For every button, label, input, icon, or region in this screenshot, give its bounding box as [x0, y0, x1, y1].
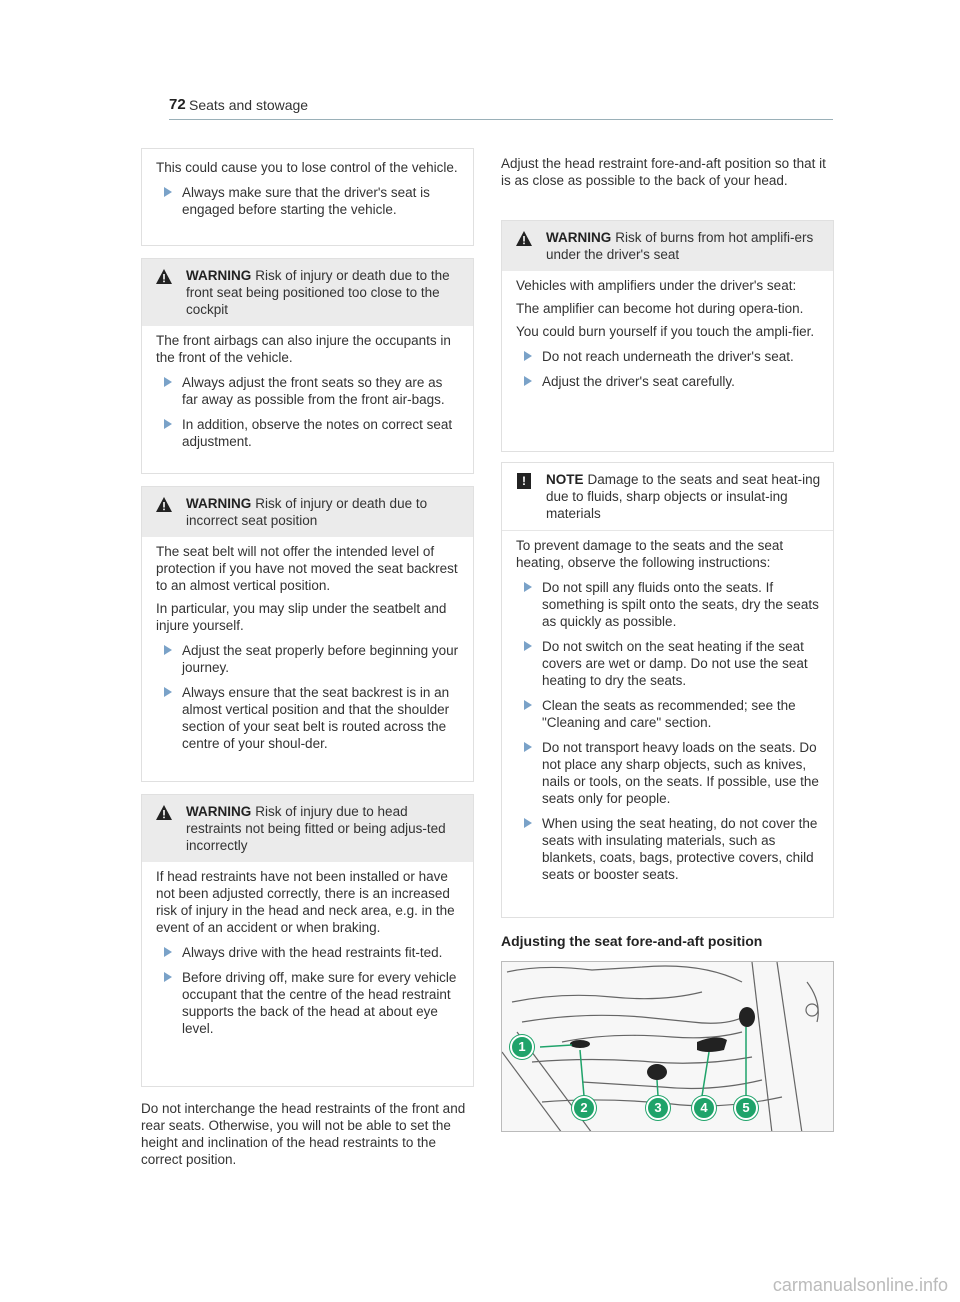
- box-paragraph: The front airbags can also injure the occupants in the front of the vehicle.: [156, 333, 451, 365]
- step-item: In addition, observe the notes on correct seat adjustment.: [156, 416, 461, 450]
- arrow-icon: [164, 377, 172, 387]
- box-paragraph: To prevent damage to the seats and the seat heating, observe the following instructions:: [516, 538, 784, 570]
- warning-box-head-restraints: [141, 794, 474, 1087]
- warning-title: Risk of injury or death due to incorrect seat position: [186, 496, 428, 528]
- box-paragraph: This could cause you to lose control of the vehicle.: [156, 160, 458, 175]
- arrow-icon: [524, 351, 532, 361]
- warning-triangle-icon: [516, 231, 532, 246]
- warning-label: WARNING: [186, 804, 252, 819]
- box-paragraph: The amplifier can become hot during opera-tion.: [516, 301, 804, 316]
- box-paragraph: If head restraints have not been installed or have not been adjusted correctly, there is an increased risk of injury in the head and neck area, e.g. in the event of an accident or when braking.: [156, 869, 455, 935]
- page-header: [169, 96, 833, 120]
- intro-paragraph: Adjust the head restraint fore-and-aft position so that it is as close as possible to the back of your head.: [501, 156, 826, 188]
- warning-header: [142, 795, 473, 862]
- warning-header: [142, 487, 473, 537]
- arrow-icon: [524, 376, 532, 386]
- warning-title: Risk of burns from hot amplifi-ers under the driver's seat: [546, 230, 814, 262]
- box-paragraph: Vehicles with amplifiers under the driver's seat:: [516, 278, 797, 293]
- arrow-icon: [524, 742, 532, 752]
- callout-3: 3: [646, 1096, 670, 1120]
- step-item: Always adjust the front seats so they are as far away as possible from the front air-bags.: [156, 374, 461, 408]
- arrow-icon: [524, 582, 532, 592]
- arrow-icon: [524, 641, 532, 651]
- seat-controls-figure: [501, 961, 834, 1132]
- warning-triangle-icon: [156, 269, 172, 284]
- warning-triangle-icon: [156, 497, 172, 512]
- arrow-icon: [164, 419, 172, 429]
- step-item: Do not transport heavy loads on the seats. Do not place any sharp objects, such as knives, nails or tools, on the seats. If possible, use the seats only for people.: [516, 739, 821, 807]
- arrow-icon: [524, 700, 532, 710]
- warning-header: [142, 259, 473, 326]
- callout-5: 5: [734, 1096, 758, 1120]
- warning-box-cockpit: [141, 258, 474, 474]
- note-header: [502, 463, 833, 531]
- warning-label: WARNING: [186, 496, 252, 511]
- note-box-seat-damage: [501, 462, 834, 918]
- step-item: Always make sure that the driver's seat is engaged before starting the vehicle.: [156, 184, 461, 218]
- box-paragraph: You could burn yourself if you touch the ampli-fier.: [516, 324, 815, 339]
- box-paragraph: In particular, you may slip under the seatbelt and injure yourself.: [156, 601, 447, 633]
- warning-box-continued: [141, 148, 474, 246]
- callout-2: 2: [572, 1096, 596, 1120]
- section-title: Seats and stowage: [189, 97, 309, 113]
- step-item: Do not switch on the seat heating if the seat covers are wet or damp. Do not use the seat heating to dry the seats.: [516, 638, 821, 689]
- note-title: Damage to the seats and seat heat-ing due to fluids, sharp objects or insulat-ing materials: [546, 472, 821, 521]
- callout-4: 4: [692, 1096, 716, 1120]
- step-item: Adjust the seat properly before beginning your journey.: [156, 642, 461, 676]
- step-item: When using the seat heating, do not cover the seats with insulating materials, such as blankets, coats, bags, protective covers, child seats or booster seats.: [516, 815, 821, 883]
- warning-triangle-icon: [156, 805, 172, 820]
- callout-1: 1: [510, 1035, 534, 1059]
- arrow-icon: [164, 187, 172, 197]
- warning-title: Risk of injury or death due to the front seat being positioned too close to the cockpit: [186, 268, 450, 317]
- warning-header: [502, 221, 833, 271]
- page-number: 72: [169, 96, 186, 113]
- warning-box-seat-position: [141, 486, 474, 782]
- step-item: Adjust the driver's seat carefully.: [516, 373, 821, 390]
- warning-label: WARNING: [186, 268, 252, 283]
- arrow-icon: [164, 972, 172, 982]
- box-paragraph: The seat belt will not offer the intended level of protection if you have not moved the seat backrest to an almost vertical position.: [156, 544, 458, 593]
- warning-label: WARNING: [546, 230, 612, 245]
- warning-box-amplifier: [501, 220, 834, 452]
- watermark: carmanualsonline.info: [772, 1275, 948, 1295]
- step-item: Do not reach underneath the driver's seat.: [516, 348, 821, 365]
- step-item: Always drive with the head restraints fit-ted.: [156, 944, 461, 961]
- exclamation-icon: !: [517, 473, 531, 489]
- step-item: Do not spill any fluids onto the seats. If something is spilt onto the seats, dry the seats as quickly as possible.: [516, 579, 821, 630]
- closing-paragraph: Do not interchange the head restraints of the front and rear seats. Otherwise, you will not be able to set the height and inclination of the head restraints to the correct position.: [141, 1101, 466, 1167]
- arrow-icon: [164, 645, 172, 655]
- arrow-icon: [164, 687, 172, 697]
- subheading: Adjusting the seat fore-and-aft position: [501, 933, 763, 949]
- step-item: Clean the seats as recommended; see the "Cleaning and care" section.: [516, 697, 821, 731]
- step-item: Always ensure that the seat backrest is in an almost vertical position and that the shoulder section of your seat belt is routed across the centre of your shoul-der.: [156, 684, 461, 752]
- arrow-icon: [524, 818, 532, 828]
- arrow-icon: [164, 947, 172, 957]
- note-label: NOTE: [546, 472, 584, 487]
- step-item: Before driving off, make sure for every vehicle occupant that the centre of the head restraint supports the back of the head at about eye level.: [156, 969, 461, 1037]
- warning-title: Risk of injury due to head restraints not being fitted or being adjus-ted incorrectly: [186, 804, 446, 853]
